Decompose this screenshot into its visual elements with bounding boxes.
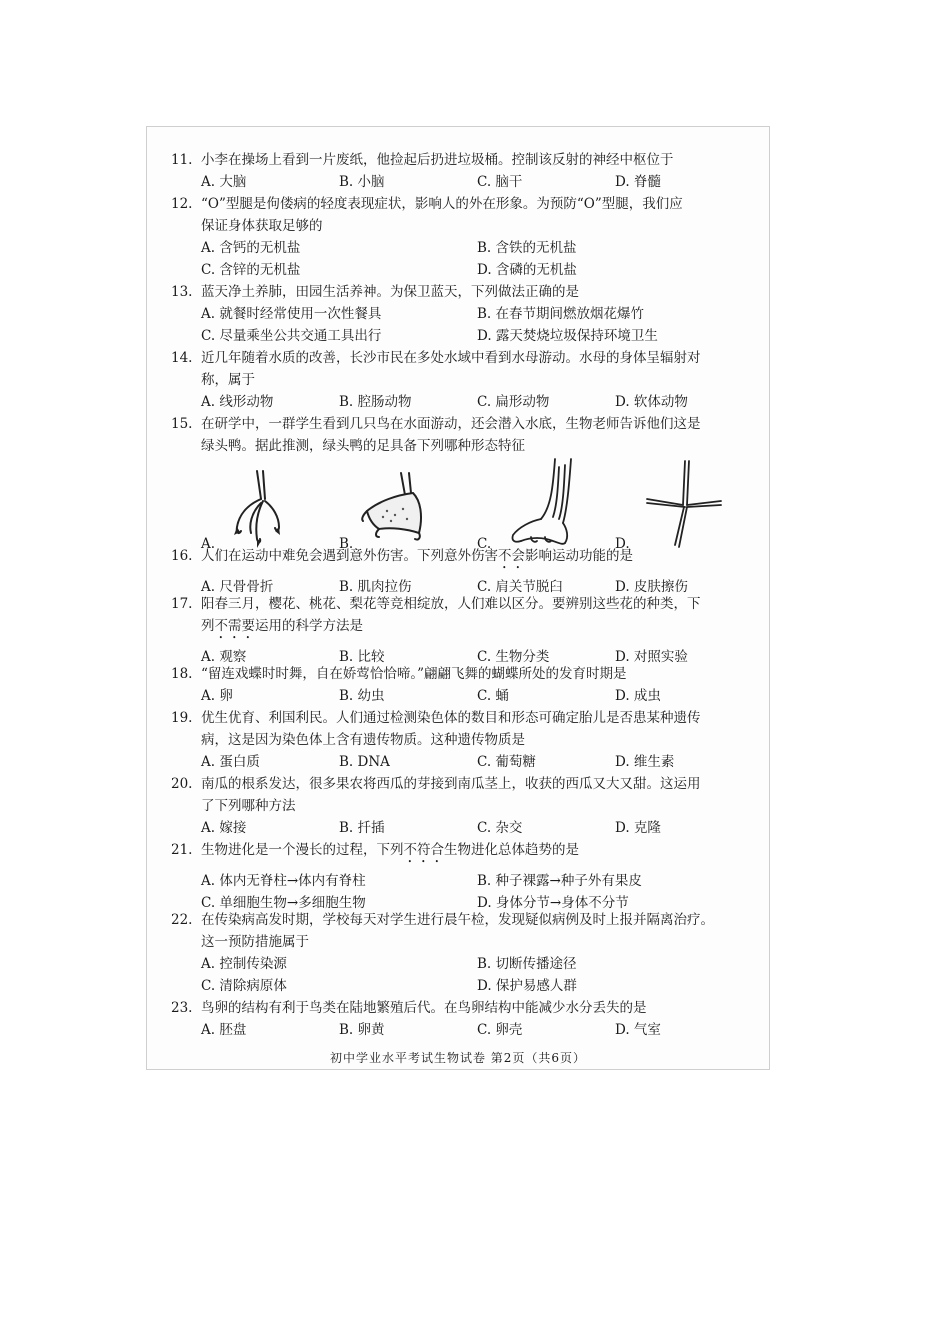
question-number: 14. [171,350,193,366]
option-a[interactable]: A. 尺骨骨折 [201,579,274,595]
option-a[interactable]: A. 控制传染源 [201,956,287,972]
question-17 [171,593,761,668]
option-d[interactable]: D. 含磷的无机盐 [477,262,577,278]
option-d[interactable]: D. 脊髓 [615,174,661,190]
option-a[interactable]: A. 体内无脊柱→体内有脊柱 [201,873,366,889]
option-d[interactable]: D. 身体分节→身体不分节 [477,895,629,911]
question-stem-end: 运用的科学方法是 [255,618,363,634]
question-number: 15. [171,416,193,432]
question-stem: 鸟卵的结构有利于鸟类在陆地繁殖后代。在鸟卵结构中能减少水分丢失的是 [201,1000,647,1016]
option-c[interactable]: C. 清除病原体 [201,978,287,994]
option-a[interactable]: A. 胚盘 [201,1022,247,1038]
option-b[interactable]: B. DNA [339,754,390,770]
option-a[interactable]: A. 观察 [201,649,247,665]
question-14 [171,347,761,413]
option-c[interactable]: C. 扁形动物 [477,394,550,410]
option-b[interactable]: B. 腔肠动物 [339,394,412,410]
option-a[interactable]: A. 就餐时经常使用一次性餐具 [201,306,382,322]
question-stem: 阳春三月，樱花、桃花、梨花等竞相绽放，人们难以区分。要辨别这些花的种类，下 [201,596,701,612]
option-c[interactable]: C. 蛹 [477,688,509,704]
option-c[interactable]: C. [477,536,492,552]
option-a[interactable]: A. 卵 [201,688,233,704]
question-stem: 在传染病高发时期，学校每天对学生进行晨午检，发现疑似病例及时上报并隔离治疗。 [201,912,714,928]
option-c[interactable]: C. 葡萄糖 [477,754,536,770]
option-a[interactable]: A. 蛋白质 [201,754,260,770]
option-b[interactable]: B. 幼虫 [339,688,385,704]
option-c[interactable]: C. 脑干 [477,174,523,190]
option-c[interactable]: C. 肩关节脱臼 [477,579,563,595]
option-c[interactable]: C. 生物分类 [477,649,550,665]
question-stem: “留连戏蝶时时舞，自在娇莺恰恰啼。”翩翩飞舞的蝴蝶所处的发育时期是 [201,666,627,682]
question-stem: 南瓜的根系发达，很多果农将西瓜的芽接到南瓜茎上，收获的西瓜又大又甜。这运用 [201,776,701,792]
question-stem-end: 生物进化总体趋势的是 [444,842,579,858]
question-number: 13. [171,284,193,300]
question-16 [171,545,761,598]
option-a[interactable]: A. 嫁接 [201,820,247,836]
option-b[interactable]: B. 种子裸露→种子外有果皮 [477,873,642,889]
option-d[interactable]: D. 气室 [615,1022,661,1038]
question-stem: “O”型腿是佝偻病的轻度表现症状，影响人的外在形象。为预防“O”型腿，我们应 [201,196,683,212]
option-d[interactable]: D. 维生素 [615,754,675,770]
question-11 [171,149,761,193]
question-stem-continued: 这一预防措施属于 [201,934,309,950]
question-stem: 生物进化是一个漫长的过程，下列 [201,842,404,858]
option-c[interactable]: C. 卵壳 [477,1022,523,1038]
option-b[interactable]: B. 扦插 [339,820,385,836]
option-a[interactable]: A. 线形动物 [201,394,274,410]
option-d[interactable]: D. [615,536,630,552]
question-number: 20. [171,776,193,792]
question-number: 12. [171,196,193,212]
question-number: 21. [171,842,193,858]
question-number: 23. [171,1000,193,1016]
option-c[interactable]: C. 含锌的无机盐 [201,262,301,278]
bird-foot-wading-icon [641,459,727,551]
question-18 [171,663,761,707]
question-stem-continued: 称，属于 [201,372,255,388]
emphasis-text: 不需要 [214,618,255,634]
bird-foot-talons-icon [227,469,287,549]
page-footer: 初中学业水平考试生物试卷 第2页（共6页） [329,1051,587,1065]
question-15 [171,413,761,557]
option-b[interactable]: B. 切断传播途径 [477,956,577,972]
option-b[interactable]: B. 肌肉拉伤 [339,579,412,595]
bird-foot-webbed-icon [357,471,431,549]
option-c[interactable]: C. 单细胞生物→多细胞生物 [201,895,366,911]
option-d[interactable]: D. 软体动物 [615,394,688,410]
exam-page [146,126,770,1070]
option-d[interactable]: D. 保护易感人群 [477,978,577,994]
option-d[interactable]: D. 成虫 [615,688,661,704]
question-stem-continued: 绿头鸭。据此推测，绿头鸭的足具备下列哪种形态特征 [201,438,525,454]
question-stem: 优生优育、利国利民。人们通过检测染色体的数目和形态可确定胎儿是否患某种遗传 [201,710,701,726]
option-a[interactable]: A. [201,536,216,552]
question-number: 22. [171,912,193,928]
option-b[interactable]: B. 含铁的无机盐 [477,240,577,256]
question-number: 19. [171,710,193,726]
question-stem: 小李在操场上看到一片废纸，他捡起后扔进垃圾桶。控制该反射的神经中枢位于 [201,152,674,168]
option-d[interactable]: D. 克隆 [615,820,661,836]
bird-foot-hoof-icon [501,457,583,551]
question-stem-end: 影响运动功能的是 [525,548,633,564]
option-c[interactable]: C. 尽量乘坐公共交通工具出行 [201,328,382,344]
option-b[interactable]: B. 比较 [339,649,385,665]
option-b[interactable]: B. 卵黄 [339,1022,385,1038]
question-number: 11. [171,152,193,168]
question-19 [171,707,761,773]
question-12 [171,193,761,281]
question-stem: 蓝天净土养肺，田园生活养神。为保卫蓝天，下列做法正确的是 [201,284,579,300]
question-stem-continued: 保证身体获取足够的 [201,218,323,234]
question-stem-continued: 列 [201,618,215,634]
option-d[interactable]: D. 对照实验 [615,649,688,665]
option-b[interactable]: B. [339,536,354,552]
option-d[interactable]: D. 皮肤擦伤 [615,579,688,595]
question-22 [171,909,761,997]
option-c[interactable]: C. 杂交 [477,820,523,836]
question-number: 18. [171,666,193,682]
question-number: 16. [171,548,193,564]
option-d[interactable]: D. 露天焚烧垃圾保持环境卫生 [477,328,658,344]
bird-feet-figure [171,457,761,557]
option-b[interactable]: B. 在春节期间燃放烟花爆竹 [477,306,645,322]
option-a[interactable]: A. 大脑 [201,174,247,190]
question-stem-continued: 了下列哪种方法 [201,798,296,814]
question-number: 17. [171,596,193,612]
question-stem: 在研学中，一群学生看到几只鸟在水面游动，还会潜入水底，生物老师告诉他们这是 [201,416,701,432]
question-23 [171,997,761,1041]
emphasis-text: 不会 [498,548,525,564]
question-20 [171,773,761,839]
question-13 [171,281,761,347]
option-a[interactable]: A. 含钙的无机盐 [201,240,301,256]
question-stem-continued: 病，这是因为染色体上含有遗传物质。这种遗传物质是 [201,732,525,748]
emphasis-text: 不符合 [403,842,444,858]
option-b[interactable]: B. 小脑 [339,174,385,190]
question-stem: 人们在运动中难免会遇到意外伤害。下列意外伤害 [201,548,498,564]
question-stem: 近几年随着水质的改善，长沙市民在多处水域中看到水母游动。水母的身体呈辐射对 [201,350,701,366]
question-21 [171,839,761,914]
